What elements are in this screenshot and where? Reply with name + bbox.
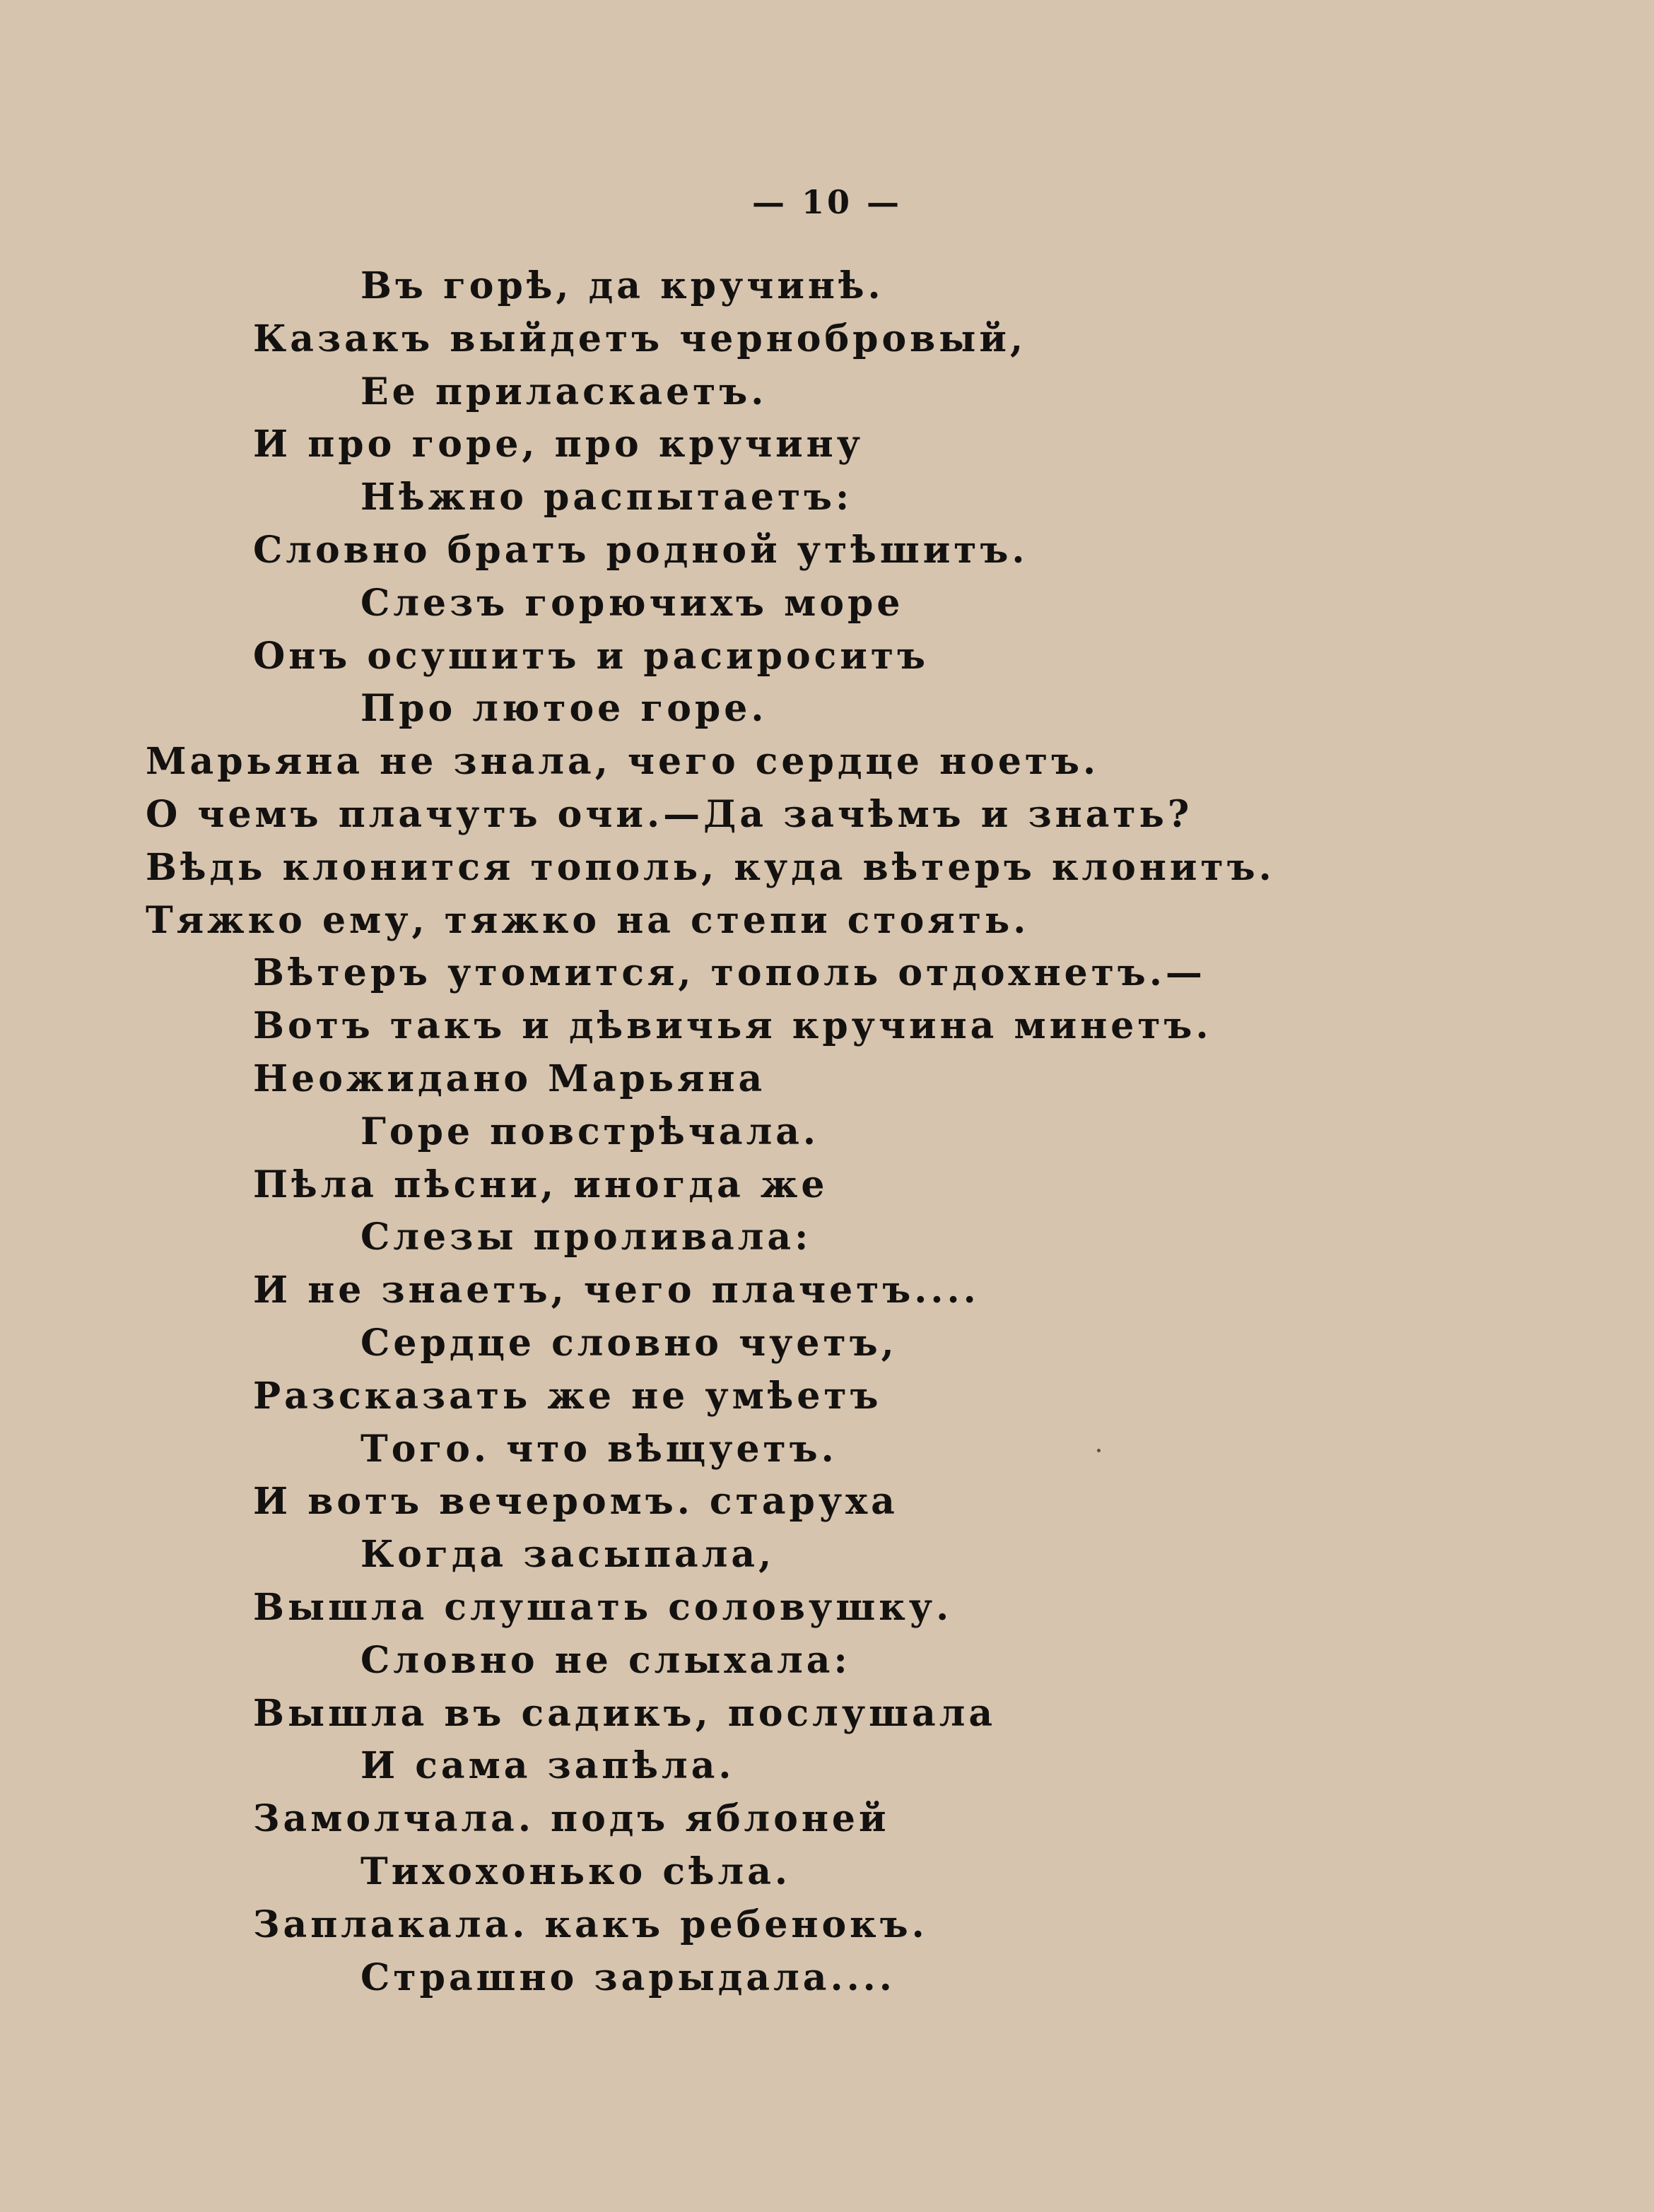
poem-line: Вотъ такъ и дѣвичья кручина минетъ. bbox=[253, 1004, 1212, 1048]
poem-line: Сердце словно чуетъ, bbox=[360, 1321, 898, 1365]
poem-text bbox=[146, 260, 1384, 2004]
poem-line: Слезъ горючихъ море bbox=[360, 581, 904, 625]
poem-line: Слезы проливала: bbox=[360, 1216, 812, 1259]
poem-line: Разсказать же не умѣетъ bbox=[253, 1374, 882, 1418]
poem-line: Когда засыпала, bbox=[360, 1533, 775, 1577]
page-number: — 10 — bbox=[751, 183, 903, 221]
poem-line: И вотъ вечеромъ. старуха bbox=[253, 1480, 898, 1524]
poem-line: Страшно зарыдала.... bbox=[360, 1955, 896, 1999]
poem-line: Вѣдь клонится тополь, куда вѣтеръ клонитъ. bbox=[146, 845, 1275, 889]
poem-line: Пѣла пѣсни, иногда же bbox=[253, 1163, 828, 1206]
poem-line: Горе повстрѣчала. bbox=[360, 1110, 820, 1153]
poem-line: Ее приласкаетъ. bbox=[360, 370, 768, 413]
poem-line: Словно не слыхала: bbox=[360, 1638, 851, 1682]
poem-line: Того. что вѣщуетъ. bbox=[360, 1427, 838, 1471]
poem-line: И не знаетъ, чего плачетъ.... bbox=[253, 1269, 980, 1312]
poem-line: Замолчала. подъ яблоней bbox=[253, 1797, 890, 1841]
poem-line: И про горе, про кручину bbox=[253, 423, 864, 466]
poem-line: Вышла слушать соловушку. bbox=[253, 1585, 953, 1629]
poem-line: Тихохонько сѣла. bbox=[360, 1849, 792, 1893]
poem-line: Вѣтеръ утомится, тополь отдохнетъ.— bbox=[253, 951, 1206, 995]
poem-line: Вышла въ садикъ, послушала bbox=[253, 1691, 997, 1735]
poem-line: Тяжко ему, тяжко на степи стоять. bbox=[146, 898, 1030, 942]
poem-line: Словно братъ родной утѣшитъ. bbox=[253, 528, 1028, 572]
poem-line: Онъ осушитъ и расироситъ bbox=[253, 634, 929, 678]
poem-line: Про лютое горе. bbox=[360, 687, 768, 731]
poem-line: Въ горѣ, да кручинѣ. bbox=[360, 264, 884, 307]
poem-line: О чемъ плачутъ очи.—Да зачѣмъ и знать? bbox=[146, 792, 1193, 836]
poem-line: Марьяна не знала, чего сердце ноетъ. bbox=[146, 740, 1100, 784]
poem-line: Неожидано Марьяна bbox=[253, 1057, 766, 1100]
poem-line: Нѣжно распытаетъ: bbox=[360, 476, 853, 519]
poem-line: Казакъ выйдетъ чернобровый, bbox=[253, 317, 1027, 360]
poem-line: Заплакала. какъ ребенокъ. bbox=[253, 1902, 928, 1946]
poem-line: И сама запѣла. bbox=[360, 1744, 735, 1788]
ink-speck bbox=[1097, 1449, 1101, 1452]
